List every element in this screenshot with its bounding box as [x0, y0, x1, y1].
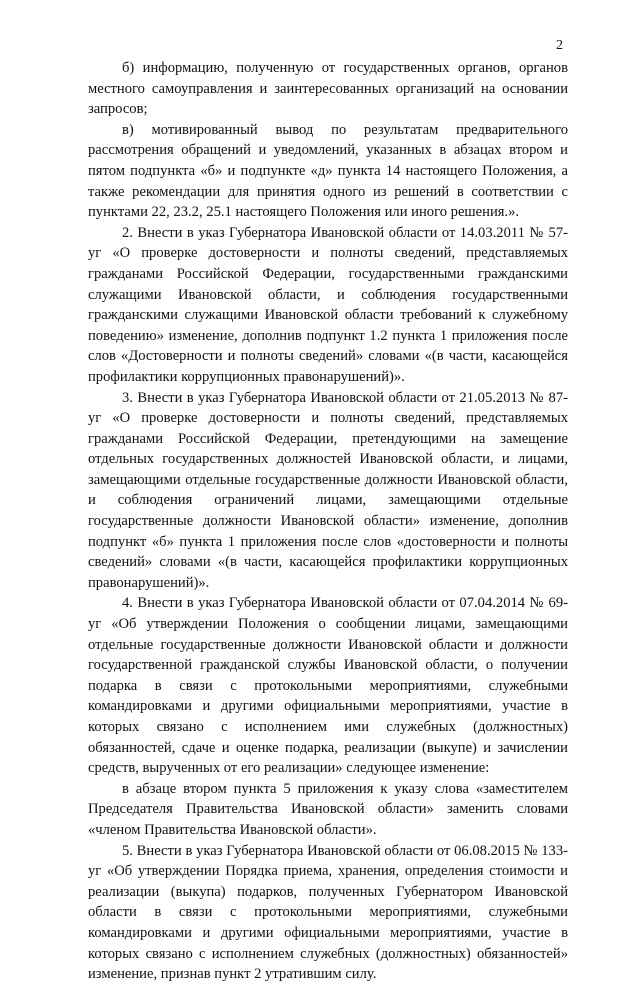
page-number: 2	[556, 38, 563, 53]
paragraph-subitem-b: б) информацию, полученную от государственных органов, органов местного самоуправления и заинтересованных организаций на основании запросов;	[88, 60, 568, 118]
paragraph-subitem-v: в) мотивированный вывод по результатам предварительного рассмотрения обращений и уведомлений, указанных в абзацах втором и пятом подпункта «б» и подпункте «д» пункта 14 настоящего Положения, а также рекомендации для принятия одного из решений в соответствии с пунктами 22, 23.2, 25.1 настоящего Положения или иного решения.».	[88, 121, 568, 221]
paragraph-item-5: 5. Внести в указ Губернатора Ивановской области от 06.08.2015 № 133-уг «Об утверждении Порядка приема, хранения, определения стоимости и реализации (выкупа) подарков, полученных Губернатором Ивановской области в связи с протокольными мероприятиями, служебными командировками и другими официальными мероприятиями, участие в которых связано с исполнением служебных (должностных) обязанностей» изменение, признав пункт 2 утратившим силу.	[88, 842, 568, 983]
paragraph-item-2: 2. Внести в указ Губернатора Ивановской области от 14.03.2011 № 57-уг «О проверке достоверности и полноты сведений, представляемых гражданами Российской Федерации, государственными гражданскими служащими Ивановской области, и соблюдения государственными гражданскими служащими Ивановской области требований к служебному поведению» изменение, дополнив подпункт 1.2 пункта 1 приложения после слов «Достоверности и полноты сведений» словами «(в части, касающейся профилактики коррупционных правонарушений)».	[88, 224, 568, 385]
paragraph-item-4-amendment: в абзаце втором пункта 5 приложения к указу слова «заместителем Председателя Правительства Ивановской области» заменить словами «членом Правительства Ивановской области».	[88, 780, 568, 838]
document-body	[88, 58, 568, 985]
paragraph-item-4: 4. Внести в указ Губернатора Ивановской области от 07.04.2014 № 69-уг «Об утверждении Положения о сообщении лицами, замещающими отдельные государственные должности Ивановской области и должности государственной гражданской службы Ивановской области, о получении подарка в связи с протокольными мероприятиями, служебными командировками и другими официальными мероприятиями, участие в которых связано с исполнением ими служебных (должностных) обязанностей, сдаче и оценке подарка, реализации (выкупе) и зачислении средств, вырученных от его реализации» следующее изменение:	[88, 595, 568, 777]
paragraph-item-3: 3. Внести в указ Губернатора Ивановской области от 21.05.2013 № 87-уг «О проверке достоверности и полноты сведений, представляемых гражданами Российской Федерации, претендующими на замещение отдельных государственных должностей Ивановской области, и лицами, замещающими отдельные государственные должности Ивановской области, и соблюдения ограничений лицами, замещающими отдельные государственные должности Ивановской области» изменение, дополнив подпункт «б» пункта 1 приложения после слов «достоверности и полноты сведений» словами «(в части, касающейся профилактики коррупционных правонарушений)».	[88, 389, 568, 591]
